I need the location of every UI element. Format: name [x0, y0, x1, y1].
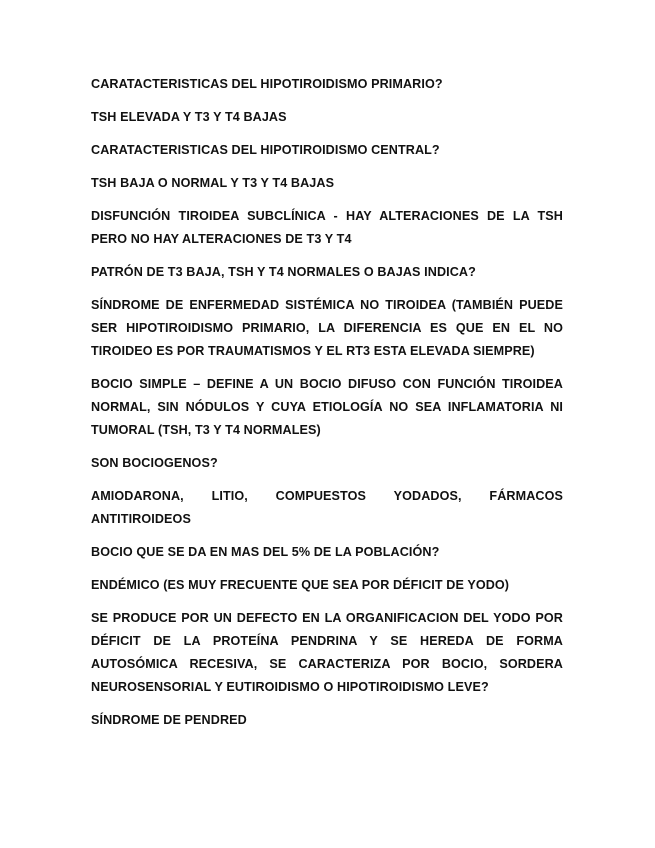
answer-primary-hypothyroidism: TSH ELEVADA Y T3 Y T4 BAJAS	[91, 110, 287, 124]
answer-central-hypothyroidism: TSH BAJA O NORMAL Y T3 Y T4 BAJAS	[91, 176, 335, 190]
question-goitrogens: SON BOCIOGENOS?	[91, 456, 218, 470]
question-low-t3-pattern: PATRÓN DE T3 BAJA, TSH Y T4 NORMALES O BAJAS INDICA?	[91, 265, 476, 279]
answer-low-t3-pattern: SÍNDROME DE ENFERMEDAD SISTÉMICA NO TIROIDEA (TAMBIÉN PUEDE SER HIPOTIROIDISMO PRIMARIO, LA DIFERENCIA ES QUE EN EL NO TIROIDEO ES POR TRAUMATISMOS Y EL RT3 ESTA ELEVADA SIEMPRE)	[91, 298, 563, 358]
question-central-hypothyroidism: CARATACTERISTICAS DEL HIPOTIROIDISMO CENTRAL?	[91, 143, 440, 157]
document-page	[91, 73, 563, 742]
question-goiter-population: BOCIO QUE SE DA EN MAS DEL 5% DE LA POBLACIÓN?	[91, 545, 440, 559]
answer-pendred-syndrome: SÍNDROME DE PENDRED	[91, 713, 247, 727]
answer-goiter-population: ENDÉMICO (ES MUY FRECUENTE QUE SEA POR DÉFICIT DE YODO)	[91, 578, 510, 592]
subclinical-thyroid-dysfunction: DISFUNCIÓN TIROIDEA SUBCLÍNICA - HAY ALTERACIONES DE LA TSH PERO NO HAY ALTERACIONES DE T3 Y T4	[91, 209, 563, 246]
answer-goitrogens: AMIODARONA, LITIO, COMPUESTOS YODADOS, FÁRMACOS ANTITIROIDEOS	[91, 489, 563, 526]
question-pendrin-defect: SE PRODUCE POR UN DEFECTO EN LA ORGANIFICACION DEL YODO POR DÉFICIT DE LA PROTEÍNA PENDRINA Y SE HEREDA DE FORMA AUTOSÓMICA RECESIVA, SE CARACTERIZA POR BOCIO, SORDERA NEUROSENSORIAL Y EUTIROIDISMO O HIPOTIROIDISMO LEVE?	[91, 611, 563, 694]
simple-goiter-definition: BOCIO SIMPLE – DEFINE A UN BOCIO DIFUSO CON FUNCIÓN TIROIDEA NORMAL, SIN NÓDULOS Y CUYA ETIOLOGÍA NO SEA INFLAMATORIA NI TUMORAL (TSH, T3 Y T4 NORMALES)	[91, 377, 563, 437]
question-primary-hypothyroidism: CARATACTERISTICAS DEL HIPOTIROIDISMO PRIMARIO?	[91, 77, 443, 91]
